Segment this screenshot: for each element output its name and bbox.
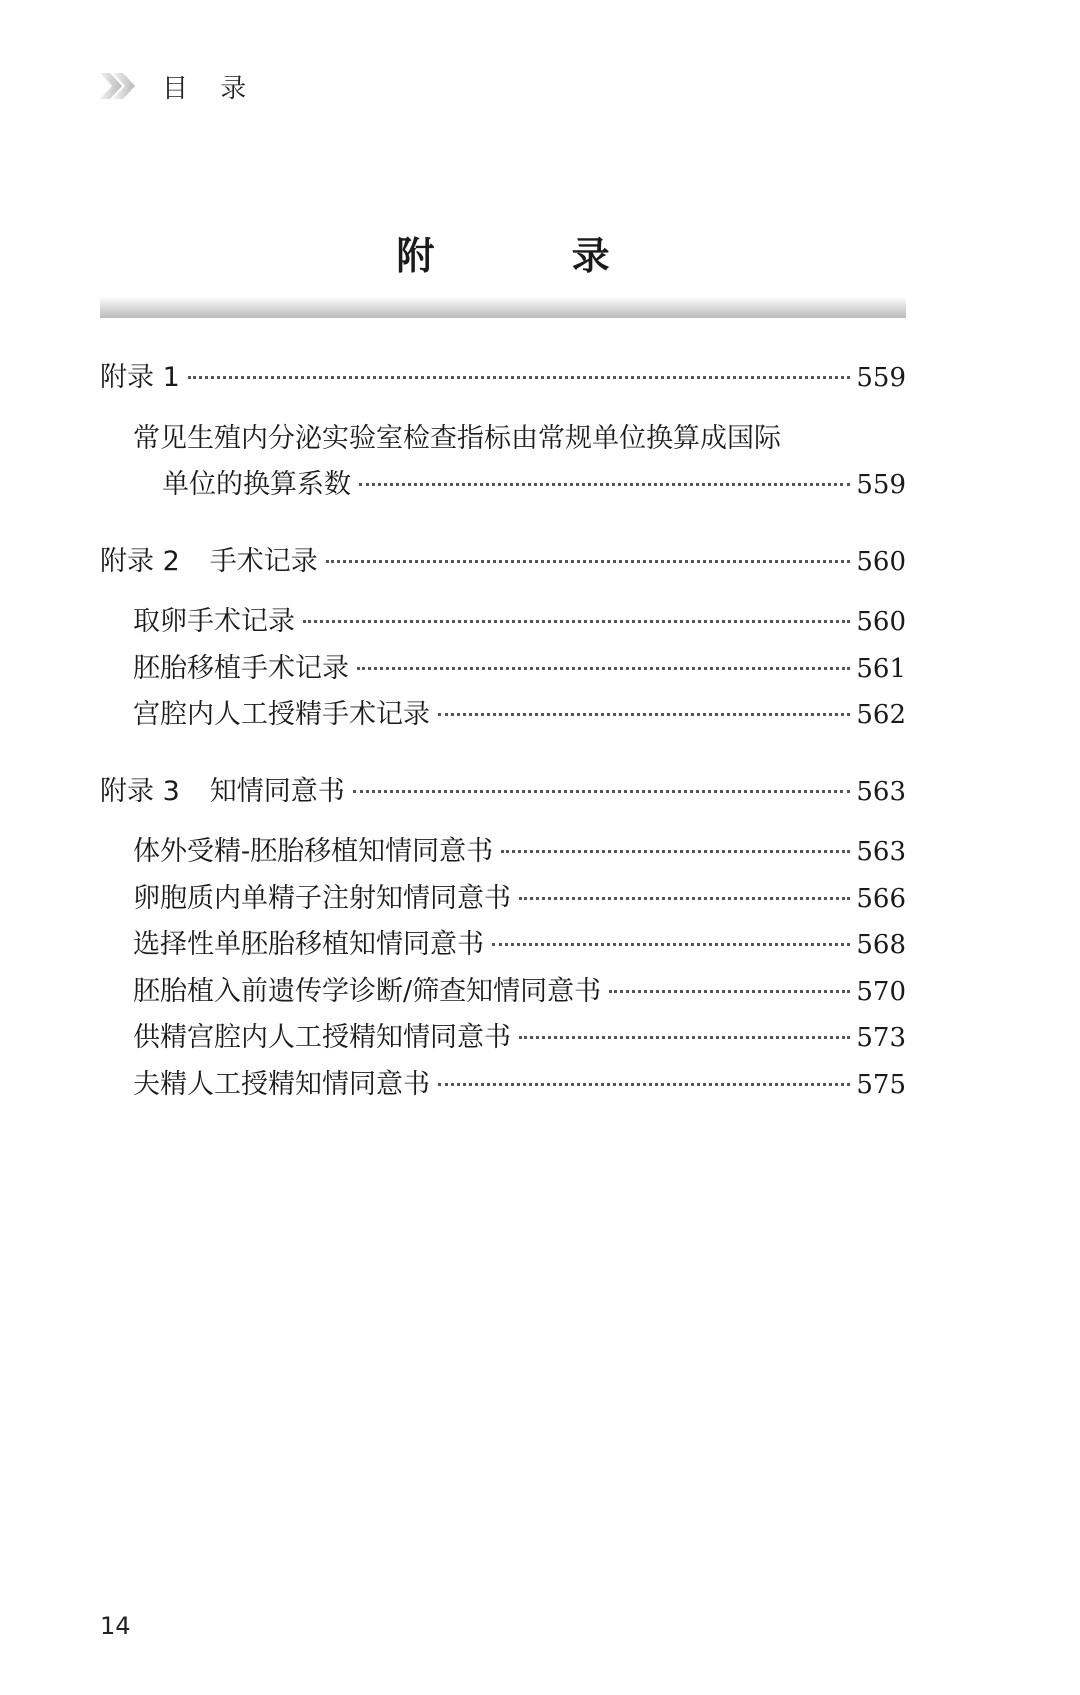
page-number: 563 <box>856 837 906 867</box>
toc-entry[interactable] <box>100 599 906 646</box>
entry-title: 选择性单胚胎移植知情同意书 <box>133 929 484 960</box>
dot-leader <box>359 482 850 486</box>
entry-title: 夫精人工授精知情同意书 <box>133 1068 430 1100</box>
page-number: 563 <box>856 776 906 807</box>
running-head-title: 目 录 <box>162 73 259 104</box>
dot-leader <box>438 1082 850 1086</box>
entry-title: 胚胎植入前遗传学诊断/筛查知情同意书 <box>133 975 602 1007</box>
toc-entry-appendix-2[interactable] <box>100 539 906 586</box>
dot-leader <box>353 789 851 793</box>
toc-entry-conversion-factors[interactable] <box>100 416 906 463</box>
appendix-label: 附录 1 <box>100 362 180 393</box>
toc-entry[interactable] <box>100 876 906 923</box>
toc-entry-conversion-factors-cont[interactable] <box>100 462 906 509</box>
dot-leader <box>519 896 850 900</box>
appendix-title: 知情同意书 <box>209 775 345 807</box>
dot-leader <box>188 375 851 379</box>
folio-page-number: 14 <box>100 1612 131 1640</box>
appendix-title: 手术记录 <box>209 545 318 577</box>
section-title: 附 录 <box>396 234 672 278</box>
table-of-contents <box>100 355 906 1108</box>
toc-entry[interactable] <box>100 969 906 1016</box>
entry-title: 胚胎移植手术记录 <box>133 652 349 684</box>
appendix-label: 附录 3 <box>100 775 180 807</box>
section-header <box>100 226 906 318</box>
toc-entry-appendix-1[interactable] <box>100 355 906 402</box>
entry-title: 卵胞质内单精子注射知情同意书 <box>133 882 511 914</box>
entry-title-line1: 常见生殖内分泌实验室检查指标由常规单位换算成国际 <box>133 422 781 454</box>
dot-leader <box>438 712 850 716</box>
page-number: 575 <box>856 1069 906 1100</box>
dot-leader <box>492 942 850 946</box>
entry-title: 取卵手术记录 <box>133 606 295 637</box>
page-number: 573 <box>856 1023 906 1053</box>
dot-leader <box>303 619 850 623</box>
entry-title: 供精宫腔内人工授精知情同意书 <box>133 1022 511 1053</box>
entry-title: 体外受精-胚胎移植知情同意书 <box>133 836 494 867</box>
toc-entry[interactable] <box>100 1062 906 1109</box>
toc-entry[interactable] <box>100 692 906 739</box>
dot-leader <box>519 1035 850 1039</box>
toc-entry[interactable] <box>100 922 906 969</box>
page-number: 561 <box>856 653 906 684</box>
page-number: 570 <box>856 976 906 1007</box>
page-number: 568 <box>856 930 906 960</box>
dot-leader <box>501 849 850 853</box>
title-underline-bar <box>100 298 906 318</box>
running-head <box>100 66 258 106</box>
page-number: 562 <box>856 700 906 730</box>
dot-leader <box>357 666 850 670</box>
toc-entry-appendix-3[interactable] <box>100 769 906 816</box>
double-chevron-icon <box>100 73 136 99</box>
page-number: 559 <box>856 363 906 393</box>
page-number: 560 <box>856 546 906 577</box>
page-number: 560 <box>856 607 906 637</box>
toc-entry[interactable] <box>100 829 906 876</box>
entry-title: 宫腔内人工授精手术记录 <box>133 699 430 730</box>
toc-entry[interactable] <box>100 1015 906 1062</box>
dot-leader <box>609 989 850 993</box>
page-number: 566 <box>856 883 906 914</box>
entry-title-line2: 单位的换算系数 <box>162 469 351 500</box>
page-number: 559 <box>856 470 906 500</box>
dot-leader <box>326 559 851 563</box>
toc-entry[interactable] <box>100 646 906 693</box>
appendix-label: 附录 2 <box>100 545 180 577</box>
